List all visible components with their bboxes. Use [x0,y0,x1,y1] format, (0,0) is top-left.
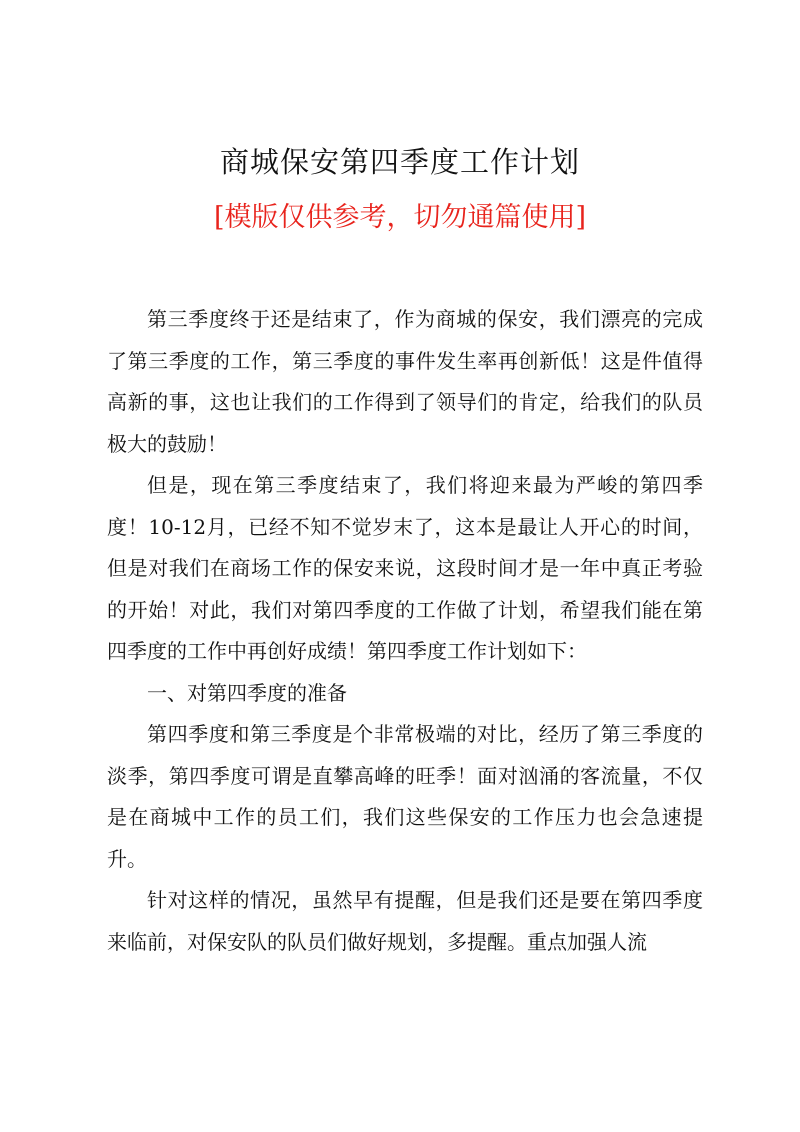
document-subtitle: [模版仅供参考，切勿通篇使用] [213,202,587,233]
document-body [107,299,703,963]
paragraph: 第三季度终于还是结束了，作为商城的保安，我们漂亮的完成了第三季度的工作，第三季度的事件发生率再创新低！这是件值得高新的事，这也让我们的工作得到了领导们的肯定，给我们的队员极大的鼓励！ [107,307,703,456]
document-title: 商城保安第四季度工作计划 [219,145,580,179]
paragraph: 针对这样的情况，虽然早有提醒，但是我们还是要在第四季度来临前，对保安队的队员们做好规划，多提醒。重点加强人流 [107,888,703,954]
paragraph: 但是，现在第三季度结束了，我们将迎来最为严峻的第四季度！10-12月，已经不知不觉岁末了，这本是最让人开心的时间，但是对我们在商场工作的保安来说，这段时间才是一年中真正考验的开始！对此，我们对第四季度的工作做了计划，希望我们能在第四季度的工作中再创好成绩！第四季度工作计划如下： [107,473,703,663]
paragraph: 第四季度和第三季度是个非常极端的对比，经历了第三季度的淡季，第四季度可谓是直攀高峰的旺季！面对汹涌的客流量，不仅是在商城中工作的员工们，我们这些保安的工作压力也会急速提升。 [107,722,703,871]
section-heading: 一、对第四季度的准备 [147,680,347,705]
